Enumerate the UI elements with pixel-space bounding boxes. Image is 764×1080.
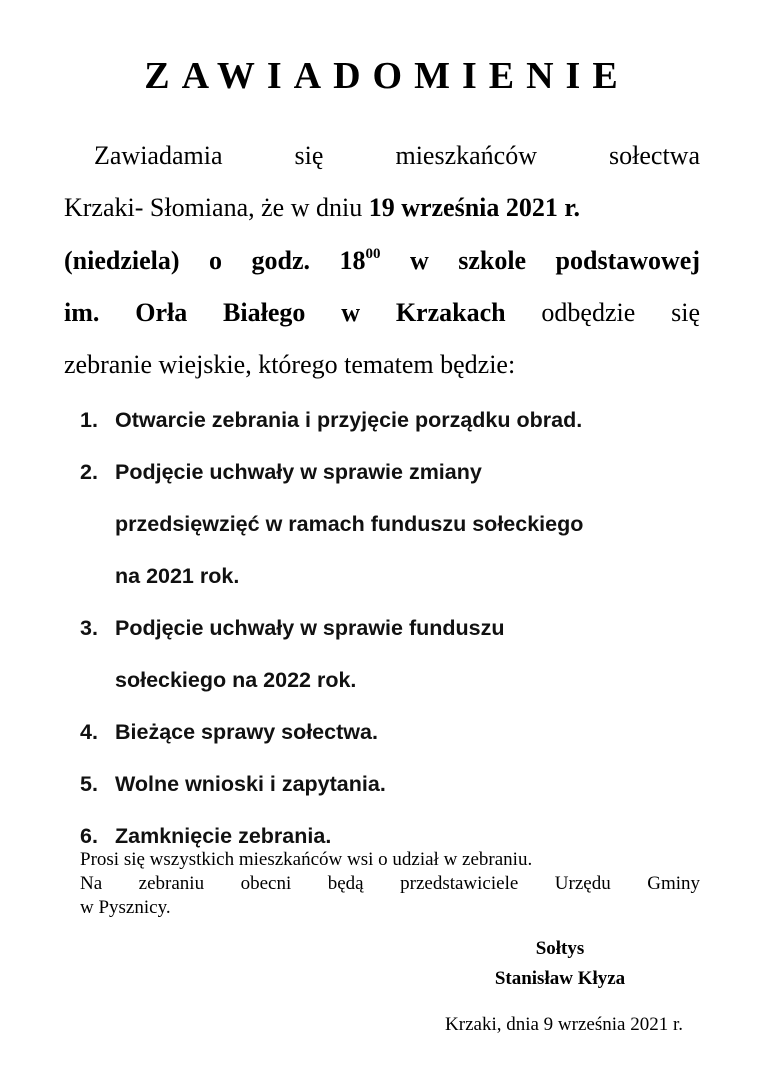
document-title: ZAWIADOMIENIE <box>144 55 630 97</box>
intro-line-4-text: odbędzie się <box>505 297 700 327</box>
agenda-item-number: 5. <box>80 772 98 796</box>
agenda-item-text: na 2021 rok. <box>115 564 240 588</box>
notice-line-3: w Pysznicy. <box>80 897 171 918</box>
notice-line-1: Prosi się wszystkich mieszkańców wsi o udział w zebraniu. <box>80 849 533 870</box>
intro-line-2-text: Krzaki- Słomiana, że w dniu <box>64 193 369 223</box>
agenda-item-number: 1. <box>80 408 98 432</box>
agenda-item-text: Wolne wnioski i zapytania. <box>115 772 386 796</box>
notice-line-2: Na zebraniu obecni będą przedstawiciele Urzędu Gminy <box>80 873 700 894</box>
place-and-date: Krzaki, dnia 9 września 2021 r. <box>445 1014 683 1035</box>
agenda-item-number: 4. <box>80 720 98 744</box>
intro-line-1: Zawiadamia się mieszkańców sołectwa <box>94 141 700 170</box>
signature-role: Sołtys <box>535 938 585 959</box>
signature-block <box>440 934 680 994</box>
agenda-item-continuation <box>72 654 712 706</box>
signature-name: Stanisław Kłyza <box>494 968 626 989</box>
agenda-item-text: Podjęcie uchwały w sprawie zmiany <box>115 460 482 484</box>
agenda-item-text: Zamknięcie zebrania. <box>115 824 332 848</box>
school-name: im. Orła Białego w Krzakach <box>64 297 506 327</box>
agenda-item <box>72 446 712 498</box>
agenda-item-text: przedsięwzięć w ramach funduszu sołeckiego <box>115 512 584 536</box>
agenda-item-number: 3. <box>80 616 98 640</box>
agenda-item-text: Bieżące sprawy sołectwa. <box>115 720 378 744</box>
agenda-item-number: 2. <box>80 460 98 484</box>
meeting-venue: w szkole podstawowej <box>380 245 701 275</box>
agenda-item-number: 6. <box>80 824 98 848</box>
meeting-day-hour: (niedziela) o godz. 18 <box>64 245 366 275</box>
intro-line-5: zebranie wiejskie, którego tematem będzie: <box>64 350 516 380</box>
agenda-item <box>72 394 712 446</box>
agenda-item <box>72 706 712 758</box>
intro-line-4 <box>64 287 700 339</box>
intro-line-2 <box>64 182 700 234</box>
agenda-item <box>72 758 712 810</box>
intro-line-3 <box>64 235 700 287</box>
agenda-item-text: Otwarcie zebrania i przyjęcie porządku obrad. <box>115 408 583 432</box>
meeting-minutes: 00 <box>365 245 381 262</box>
attendance-notice <box>80 848 700 920</box>
agenda-item-text: sołeckiego na 2022 rok. <box>115 668 357 692</box>
agenda-item <box>72 602 712 654</box>
agenda-item-continuation <box>72 498 712 550</box>
agenda-item-text: Podjęcie uchwały w sprawie funduszu <box>115 616 505 640</box>
agenda-item-continuation <box>72 550 712 602</box>
meeting-date: 19 września 2021 r. <box>368 193 581 223</box>
agenda-list <box>72 394 712 862</box>
intro-paragraph <box>64 130 700 391</box>
